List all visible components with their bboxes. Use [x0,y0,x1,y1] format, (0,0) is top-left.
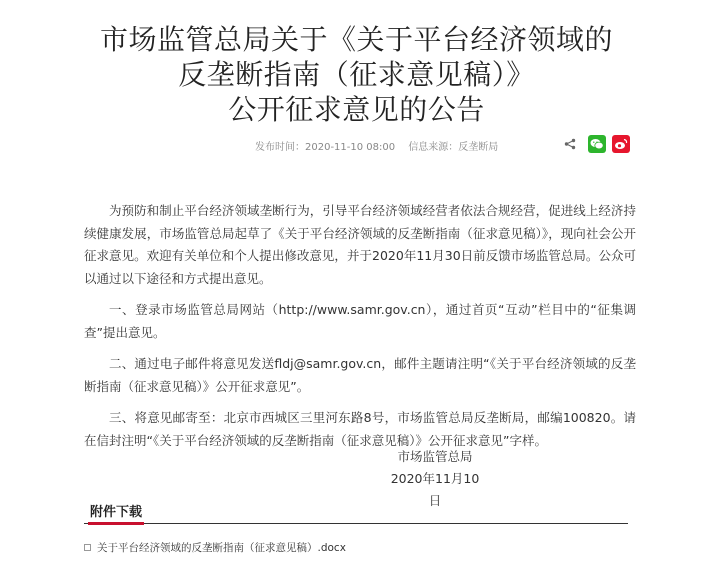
attachments-header [84,505,628,524]
attachment-item [84,540,346,555]
share-icon[interactable] [562,136,578,152]
attachments-heading: 附件下载 [88,505,144,525]
article-body [84,200,636,461]
weibo-icon[interactable] [612,135,630,153]
paragraph-method-3: 三、将意见邮寄至：北京市西城区三里河东路8号，市场监管总局反垄断局，邮编100820。请在信封注明“《关于平台经济领域的反垄断指南（征求意见稿）》公开征求意见”字样。 [84,410,636,448]
share-bar [562,134,630,154]
article-meta [255,138,508,153]
article-title-line-1: 市场监管总局关于《关于平台经济领域的 [99,23,613,56]
bullet-icon [84,544,91,551]
article-title-line-3: 公开征求意见的公告 [228,93,485,126]
article-title [0,22,713,127]
attachment-link[interactable]: 关于平台经济领域的反垄断指南（征求意见稿）.docx [97,542,346,554]
signoff-date: 2020年11月10日 [390,471,480,508]
info-source: 信息来源：反垄断局 [408,142,499,153]
signoff-org: 市场监管总局 [397,449,473,464]
signoff [390,446,480,512]
article-title-line-2: 反垄断指南（征求意见稿）》 [178,58,535,91]
wechat-icon[interactable] [588,135,606,153]
paragraph-method-1: 一、登录市场监管总局网站（http://www.samr.gov.cn），通过首页“互动”栏目中的“征集调查”提出意见。 [84,302,636,340]
publish-time: 发布时间：2020-11-10 08:00 [255,142,396,153]
paragraph-method-2: 二、通过电子邮件将意见发送fldj@samr.gov.cn，邮件主题请注明“《关于平台经济领域的反垄断指南（征求意见稿）》公开征求意见”。 [84,356,636,394]
paragraph-intro: 为预防和制止平台经济领域垄断行为，引导平台经济领域经营者依法合规经营，促进线上经济持续健康发展，市场监管总局起草了《关于平台经济领域的反垄断指南（征求意见稿）》，现向社会公开征求意见。欢迎有关单位和个人提出修改意见，并于2020年11月30日前反馈市场监管总局。公众可以通过以下途径和方式提出意见。 [84,203,636,286]
